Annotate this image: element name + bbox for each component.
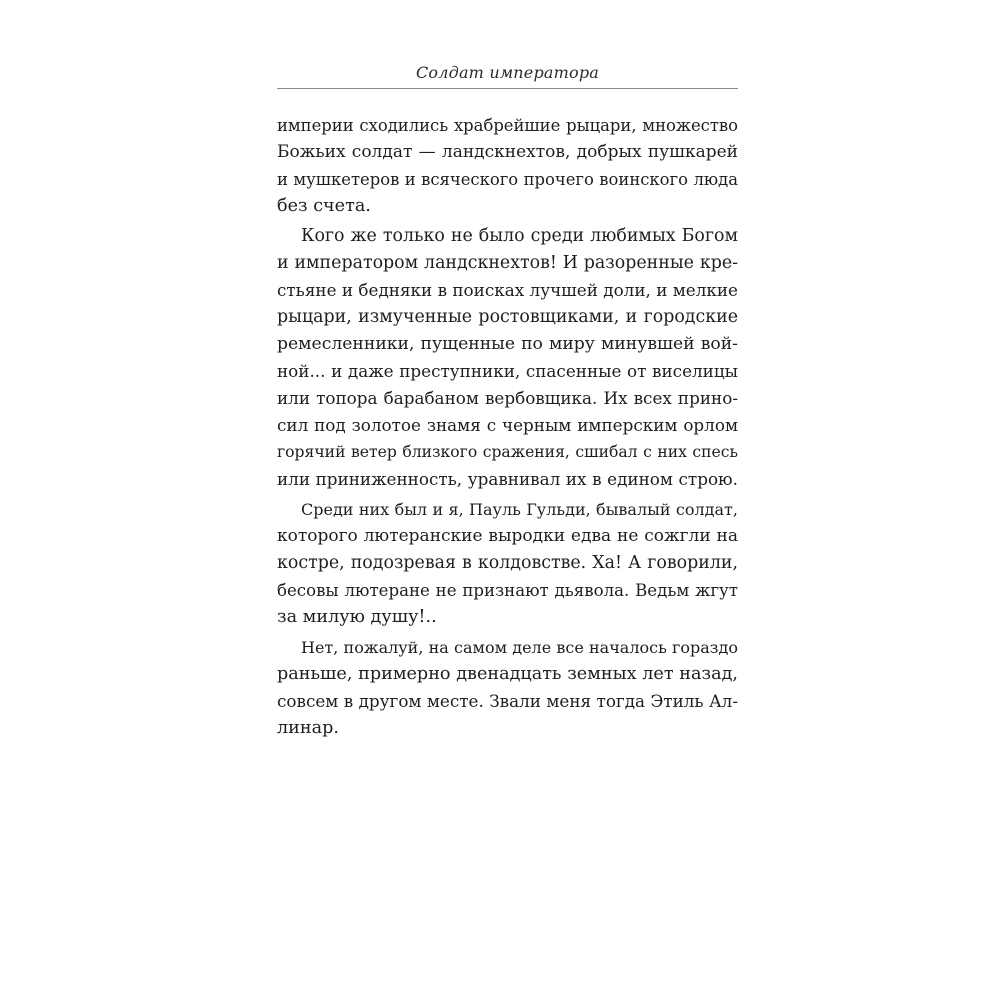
paragraph-4: [277, 634, 738, 742]
text-line: ремесленники, пущенные по миру минувшей вой-: [277, 334, 738, 354]
text-line: линар.: [277, 718, 339, 738]
text-line: сил под золотое знамя с черным имперским орлом: [277, 415, 738, 435]
text-line: которого лютеранские выродки едва не сожгли на: [277, 526, 738, 546]
paragraph-2: [277, 223, 738, 493]
text-line: империи сходились храбрейшие рыцари, множество: [277, 116, 738, 135]
text-line: Среди них был и я, Пауль Гульди, бывалый солдат,: [301, 500, 738, 519]
text-line: стьяне и бедняки в поисках лучшей доли, и мелкие: [277, 280, 738, 300]
text-line: рыцари, измученные ростовщиками, и городские: [277, 307, 738, 327]
paragraph-1: [277, 112, 738, 220]
text-line: и мушкетеров и всяческого прочего воинского люда: [277, 170, 738, 189]
text-line: бесовы лютеране не признают дьявола. Ведьм жгут: [277, 581, 738, 600]
text-line: ной... и даже преступники, спасенные от виселицы: [277, 361, 738, 381]
body-text: [277, 112, 738, 745]
running-head: Солдат императора: [415, 63, 600, 82]
text-line: Нет, пожалуй, на самом деле все началось гораздо: [301, 638, 738, 657]
text-line: Кого же только не было среди любимых Богом: [301, 226, 738, 246]
text-line: и императором ландскнехтов! И разоренные кре-: [277, 253, 738, 273]
text-line: за милую душу!..: [277, 607, 437, 627]
header-rule: [277, 88, 738, 89]
text-line: без счета.: [277, 196, 371, 216]
text-line: или топора барабаном вербовщика. Их всех прино-: [277, 388, 738, 408]
text-line: совсем в другом месте. Звали меня тогда Этиль Ал-: [277, 691, 738, 711]
text-line: Божьих солдат — ландскнехтов, добрых пушкарей: [277, 142, 738, 162]
text-line: раньше, примерно двенадцать земных лет назад,: [277, 664, 738, 684]
text-line: горячий ветер близкого сражения, сшибал с них спесь: [277, 443, 738, 461]
paragraph-3: [277, 496, 738, 631]
text-line: костре, подозревая в колдовстве. Ха! А говорили,: [277, 553, 738, 573]
text-line: или приниженность, уравнивал их в едином строю.: [277, 469, 738, 489]
